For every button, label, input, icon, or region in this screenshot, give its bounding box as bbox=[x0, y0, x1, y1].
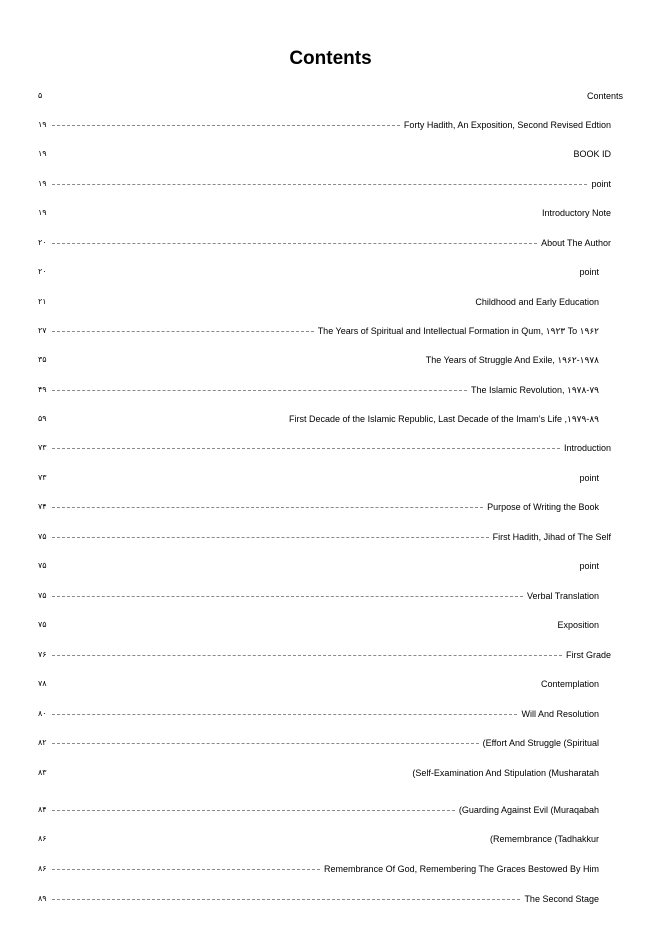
toc-entry[interactable] bbox=[0, 206, 661, 220]
toc-leader-dots bbox=[52, 507, 483, 508]
toc-leader-dots bbox=[52, 448, 560, 449]
toc-entry[interactable] bbox=[0, 803, 661, 817]
toc-leader-dots bbox=[52, 243, 537, 244]
toc-entry-title: About The Author bbox=[541, 238, 611, 248]
toc-leader-dots bbox=[52, 899, 520, 900]
toc-entry[interactable] bbox=[0, 324, 661, 338]
toc-entry[interactable] bbox=[0, 177, 661, 191]
toc-entry[interactable] bbox=[0, 441, 661, 455]
toc-entry-title: The Second Stage bbox=[524, 894, 599, 904]
toc-entry-title: The Islamic Revolution, ۱۹۷۸-۷۹ bbox=[470, 385, 599, 395]
toc-entry-title: (Self-Examination And Stipulation (Musharatah bbox=[412, 768, 599, 778]
toc-page-number: ۷۵ bbox=[38, 561, 47, 570]
toc-entry-title: Contents bbox=[586, 91, 623, 101]
toc-leader-dots bbox=[52, 743, 479, 744]
toc-entry[interactable] bbox=[0, 89, 661, 103]
toc-leader-dots bbox=[52, 869, 320, 870]
toc-leader-dots bbox=[52, 714, 517, 715]
toc-page-number: ۸۶ bbox=[38, 834, 47, 843]
toc-entry-title: point bbox=[579, 561, 599, 571]
toc-entry[interactable] bbox=[0, 862, 661, 876]
toc-entry[interactable] bbox=[0, 707, 661, 721]
toc-entry-title: Childhood and Early Education bbox=[475, 297, 599, 307]
toc-entry[interactable] bbox=[0, 412, 661, 426]
toc-leader-dots bbox=[52, 390, 467, 391]
toc-page-number: ۱۹ bbox=[38, 120, 47, 129]
toc-entry-title: Remembrance Of God, Remembering The Graces Bestowed By Him bbox=[324, 864, 599, 874]
toc-page-number: ۱۹ bbox=[38, 208, 47, 217]
toc-entry-title: The Years of Struggle And Exile, ۱۹۶۲-۱۹۷۸ bbox=[425, 355, 599, 365]
toc-entry-title: Introductory Note bbox=[541, 208, 611, 218]
toc-leader-dots bbox=[52, 655, 562, 656]
toc-page-number: ۷۵ bbox=[38, 532, 47, 541]
toc-page-number: ۷۸ bbox=[38, 679, 47, 688]
toc-entry[interactable] bbox=[0, 736, 661, 750]
toc-leader-dots bbox=[52, 810, 455, 811]
toc-page-number: ۸۳ bbox=[38, 768, 47, 777]
toc-leader-dots bbox=[52, 596, 523, 597]
toc-entry-title: (Effort And Struggle (Spiritual bbox=[482, 738, 599, 748]
toc-page-number: ۵ bbox=[38, 91, 43, 100]
toc-entry-title: point bbox=[579, 267, 599, 277]
toc-page-number: ۱۹ bbox=[38, 149, 47, 158]
toc-entry[interactable] bbox=[0, 500, 661, 514]
toc-entry-title: The Years of Spiritual and Intellectual Formation in Qum, ۱۹۲۳ To ۱۹۶۲ bbox=[317, 326, 599, 336]
toc-page-number: ۷۵ bbox=[38, 620, 47, 629]
toc-entry-title: Contemplation bbox=[540, 679, 599, 689]
toc-entry[interactable] bbox=[0, 265, 661, 279]
toc-entry[interactable] bbox=[0, 892, 661, 906]
toc-leader-dots bbox=[52, 331, 314, 332]
toc-entry-title: point bbox=[591, 179, 611, 189]
toc-leader-dots bbox=[52, 537, 489, 538]
toc-page-number: ۸۲ bbox=[38, 738, 47, 747]
toc-entry-title: Verbal Translation bbox=[526, 591, 599, 601]
toc-entry[interactable] bbox=[0, 648, 661, 662]
toc-entry[interactable] bbox=[0, 530, 661, 544]
toc-entry-title: Purpose of Writing the Book bbox=[487, 502, 599, 512]
toc-entry-title: First Grade bbox=[565, 650, 611, 660]
toc-entry[interactable] bbox=[0, 236, 661, 250]
toc-page-number: ۴۹ bbox=[38, 385, 47, 394]
toc-page-number: ۸۴ bbox=[38, 805, 47, 814]
toc-entry-title: BOOK ID bbox=[573, 149, 611, 159]
toc-entry[interactable] bbox=[0, 618, 661, 632]
toc-page-number: ۷۳ bbox=[38, 443, 47, 452]
toc-entry[interactable] bbox=[0, 295, 661, 309]
toc-page-number: ۸۹ bbox=[38, 894, 47, 903]
toc-entry-title: Forty Hadith, An Exposition, Second Revised Edtion bbox=[403, 120, 611, 130]
toc-entry[interactable] bbox=[0, 677, 661, 691]
toc-page-number: ۳۵ bbox=[38, 355, 47, 364]
toc-entry[interactable] bbox=[0, 559, 661, 573]
toc-page-number: ۲۱ bbox=[38, 297, 47, 306]
toc-page-number: ۷۳ bbox=[38, 473, 47, 482]
toc-page-number: ۸۶ bbox=[38, 864, 47, 873]
toc-page-number: ۷۴ bbox=[38, 502, 47, 511]
toc-entry-title: Exposition bbox=[557, 620, 599, 630]
toc-entry-title: First Decade of the Islamic Republic, Last Decade of the Imam’s Life ,۱۹۷۹-۸۹ bbox=[289, 414, 599, 424]
toc-entry-title: (Remembrance (Tadhakkur bbox=[489, 834, 599, 844]
toc-entry[interactable] bbox=[0, 118, 661, 132]
page-title: Contents bbox=[289, 48, 372, 69]
toc-page-number: ۵۹ bbox=[38, 414, 47, 423]
toc-page-number: ۷۶ bbox=[38, 650, 47, 659]
toc-entry[interactable] bbox=[0, 147, 661, 161]
toc-page-number: ۲۷ bbox=[38, 326, 47, 335]
toc-page-number: ۱۹ bbox=[38, 179, 47, 188]
toc-entry-title: Will And Resolution bbox=[521, 709, 599, 719]
toc-entry[interactable] bbox=[0, 832, 661, 846]
toc-page-number: ۷۵ bbox=[38, 591, 47, 600]
toc-page-number: ۸۰ bbox=[38, 709, 47, 718]
toc-entry[interactable] bbox=[0, 353, 661, 367]
toc-entry-title: Introduction bbox=[563, 443, 611, 453]
toc-page-number: ۲۰ bbox=[38, 238, 47, 247]
toc-entry-title: (Guarding Against Evil (Muraqabah bbox=[458, 805, 599, 815]
toc-entry[interactable] bbox=[0, 383, 661, 397]
toc-leader-dots bbox=[52, 125, 400, 126]
toc-entry-title: First Hadith, Jihad of The Self bbox=[492, 532, 611, 542]
toc-entry[interactable] bbox=[0, 766, 661, 780]
toc-leader-dots bbox=[52, 184, 587, 185]
toc-entry[interactable] bbox=[0, 471, 661, 485]
toc-entry-title: point bbox=[579, 473, 599, 483]
toc-page-number: ۲۰ bbox=[38, 267, 47, 276]
toc-entry[interactable] bbox=[0, 589, 661, 603]
